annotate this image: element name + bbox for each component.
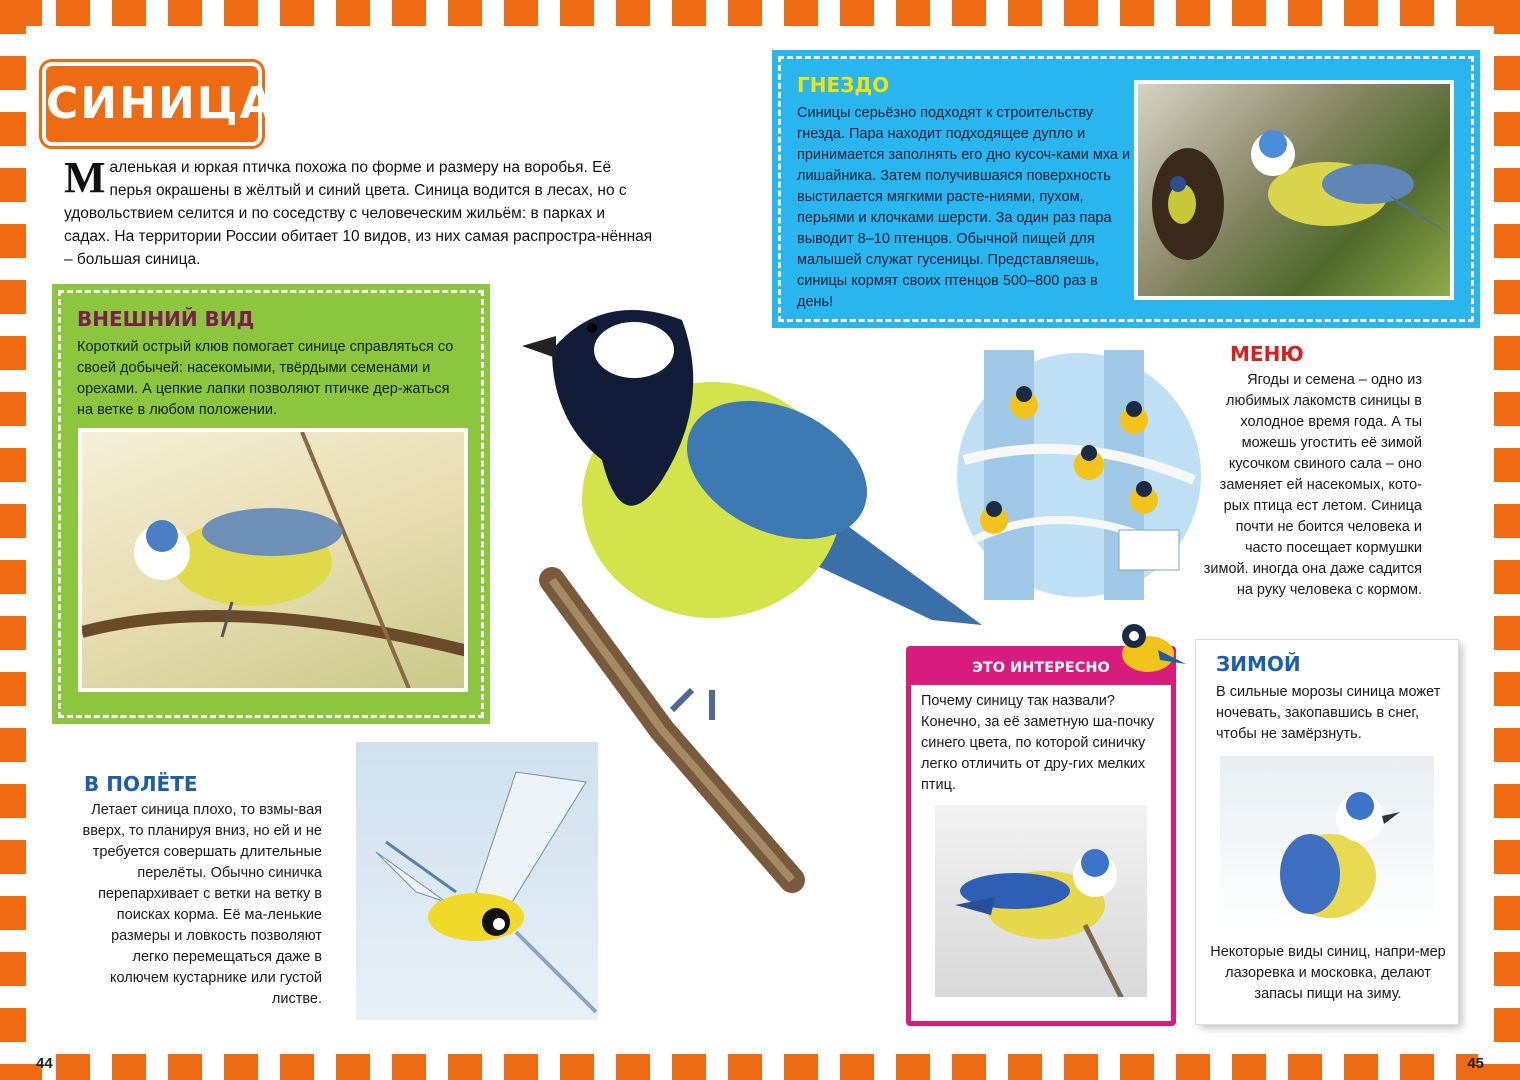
intro-text: аленькая и юркая птичка похожа по форме и размеру на воробья. Её перья окрашены в жёлтый и синий цвета. Синица водится в лесах, но с удовольствием селится и по соседству с человеческим жильём: в парках и садах. На территории России обитает 10 видов, из них самая распростра-нённая – большая синица. — [64, 159, 653, 268]
winter-text-bottom: Некоторые виды синиц, напри-мер лазоревка и московка, делают запасы пищи на зиму. — [1210, 944, 1446, 1002]
page-title: СИНИЦА — [46, 78, 276, 129]
flight-text: Летает синица плохо, то взмы-вая вверх, то планируя вниз, но ей и не требуется совершать длительные перелёты. Обычно синичка перепархивает с ветки на ветку в поисках корма. Её ма-ленькие размеры и ловкость позволяют легко перемещаться даже в колючем кустарнике или густой листве. — [82, 802, 322, 1007]
winter-text-top: В сильные морозы синица может ночевать, закопавшись в снег, чтобы не замёрзнуть. — [1216, 684, 1441, 742]
tit-at-nest-illustration — [1138, 84, 1454, 300]
title-plate — [46, 66, 276, 142]
great-tit-flying-illustration — [356, 742, 602, 1024]
blue-tit-on-branch-illustration — [82, 432, 468, 692]
nest-text: Синицы серьёзно подходят к строительству гнезда. Пара находит подходящее дупло и принимается заполнять его дно кусоч-ками мха и лишайника. Затем получившаяся поверхность выстилается мягкими расте-ниями, пухом, перьями и клочками шерсти. За один раз пара выводит 8–10 птенцов. Обычной пищей для малышей служат гусеницы. Представляешь, синицы кормят своих птенцов 500–800 раз в день! — [797, 105, 1131, 310]
feeder-illustration — [954, 350, 1204, 600]
menu-heading: МЕНЮ — [1230, 342, 1304, 366]
interesting-section — [906, 646, 1176, 1026]
intro-paragraph — [64, 153, 654, 271]
nest-heading: ГНЕЗДО — [797, 73, 890, 97]
blue-tit-in-snow-illustration — [1220, 756, 1438, 938]
tit-mascot-icon — [1108, 614, 1188, 678]
menu-text: Ягоды и семена – одно из любимых лакомств синицы в холодное время года. А ты можешь угостить её зимой кусочком свиного сала – оно заменяет ей насекомых, кото-рых птица ест летом. Синица почти не боится человека и часто посещает кормушки зимой. иногда она даже садится на руку человека с кормом. — [1203, 372, 1422, 598]
appearance-text: Короткий острый клюв помогает синице справляться со своей добычей: насекомыми, твёрдыми семенами и орехами. А цепкие лапки позволяют птичке дер-жаться на ветке в любом положении. — [77, 339, 454, 418]
page-number-left: 44 — [36, 1055, 53, 1072]
appearance-photo — [78, 428, 468, 692]
flight-photo — [352, 738, 602, 1024]
interesting-photo — [931, 801, 1151, 1001]
winter-section — [1196, 640, 1458, 1024]
blue-tit-perched-illustration — [935, 805, 1151, 1001]
winter-heading: ЗИМОЙ — [1216, 652, 1301, 676]
drop-cap: М — [64, 153, 106, 202]
flight-heading: В ПОЛЁТЕ — [84, 772, 198, 796]
winter-photo — [1216, 752, 1438, 938]
appearance-heading: ВНЕШНИЙ ВИД — [77, 307, 255, 331]
interesting-tab: ЭТО ИНТЕРЕСНО — [911, 651, 1171, 685]
interesting-text: Почему синицу так назвали? Конечно, за её заметную ша-почку синего цвета, по которой синичку легко отличить от дру-гих мелких птиц. — [921, 693, 1155, 793]
nest-photo — [1134, 80, 1454, 300]
page-number-right: 45 — [1467, 1055, 1484, 1072]
